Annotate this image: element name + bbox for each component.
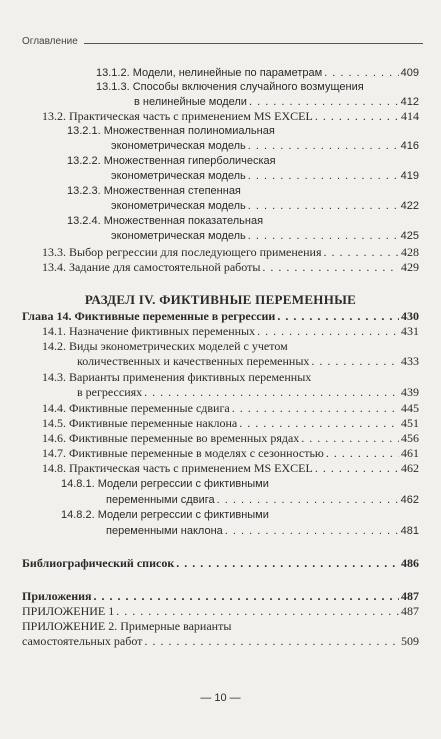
toc-entry-page: 416 — [400, 140, 419, 152]
toc-leader-dots — [144, 634, 399, 648]
toc-chapter-entry — [22, 309, 419, 323]
toc-chapter-entry — [22, 589, 419, 603]
toc-entry-title-cont: эконометрическая модель — [111, 140, 246, 152]
toc-leader-dots — [311, 354, 399, 368]
toc-entry-page: 487 — [401, 589, 419, 603]
toc-entry-title: ПРИЛОЖЕНИЕ 1 — [22, 604, 115, 618]
toc-entry — [42, 260, 419, 274]
toc-entry-title: 14.8. Практическая часть с применением MS EXCEL — [42, 461, 313, 475]
toc-leader-dots — [315, 109, 399, 123]
toc-entry-page: 422 — [400, 200, 419, 212]
toc-entry-page: 429 — [401, 260, 419, 274]
toc-entry-page: 412 — [400, 96, 419, 108]
toc-entry-title-cont: переменными наклона — [106, 525, 223, 537]
header-rule — [84, 43, 423, 44]
toc-entry-title-cont: переменными сдвига — [106, 494, 215, 506]
toc-leader-dots — [116, 604, 399, 618]
toc-entry-page: 486 — [401, 556, 419, 570]
toc-entry-title-cont: в регрессиях — [77, 385, 143, 399]
toc-entry-title: Библиографический список — [22, 556, 175, 570]
section-heading: РАЗДЕЛ IV. ФИКТИВНЫЕ ПЕРЕМЕННЫЕ — [84, 292, 357, 307]
toc-entry — [106, 493, 419, 507]
toc-entry-title: 13.2.3. Множественная степенная — [67, 185, 241, 197]
toc-entry — [42, 461, 419, 475]
toc-entry — [42, 401, 419, 415]
toc-entry-title: 13.2. Практическая часть с применением MS EXCEL — [42, 109, 313, 123]
toc-entry-page: 481 — [400, 525, 419, 537]
toc-entry-title: 14.3. Варианты применения фиктивных переменных — [42, 370, 312, 384]
toc-leader-dots — [324, 245, 400, 259]
toc-leader-dots — [249, 95, 399, 109]
toc-leader-dots — [326, 446, 399, 460]
toc-entry-title-cont: эконометрическая модель — [111, 170, 246, 182]
toc-entry-title: 14.5. Фиктивные переменные наклона — [42, 416, 238, 430]
toc-entry — [111, 139, 419, 153]
toc-entry-page: 414 — [401, 109, 419, 123]
toc-chapter-entry — [22, 556, 419, 570]
toc-entry-page: 428 — [401, 245, 419, 259]
toc-leader-dots — [301, 431, 399, 445]
toc-leader-dots — [176, 556, 399, 570]
toc-leader-dots — [217, 493, 399, 507]
page-number: — 10 — — [200, 692, 241, 704]
toc-entry — [42, 446, 419, 460]
toc-entry — [134, 95, 419, 109]
toc-entry — [111, 229, 419, 243]
toc-entry-title: ПРИЛОЖЕНИЕ 2. Примерные варианты — [22, 619, 232, 633]
toc-leader-dots — [324, 66, 398, 80]
toc-leader-dots — [144, 385, 399, 399]
toc-leader-dots — [239, 416, 399, 430]
toc-leader-dots — [315, 461, 399, 475]
toc-entry-title: 13.2.4. Множественная показательная — [67, 215, 264, 227]
toc-leader-dots — [94, 589, 399, 603]
toc-entry-page: 456 — [401, 431, 419, 445]
toc-entry-title: 14.7. Фиктивные переменные в моделях с сезонностью — [42, 446, 324, 460]
toc-entry-page: 451 — [401, 416, 419, 430]
toc-entry-title: Глава 14. Фиктивные переменные в регрессии — [22, 309, 276, 323]
toc-entry-page: 425 — [400, 230, 419, 242]
toc-entry-page: 439 — [401, 385, 419, 399]
toc-entry — [77, 354, 419, 368]
toc-entry — [106, 524, 419, 538]
toc-entry-title: 14.8.2. Модели регрессии с фиктивными — [61, 509, 269, 521]
toc-entry-title-cont: самостоятельных работ — [22, 634, 143, 648]
toc-entry — [77, 385, 419, 399]
toc-entry-page: 433 — [401, 354, 419, 368]
toc-entry-title: 13.1.2. Модели, нелинейные по параметрам — [96, 67, 323, 79]
toc-leader-dots — [248, 169, 399, 183]
toc-leader-dots — [225, 524, 399, 538]
toc-entry-page: 445 — [401, 401, 419, 415]
toc-entry-title-cont: в нелинейные модели — [134, 96, 247, 108]
toc-entry — [42, 109, 419, 123]
toc-entry — [42, 431, 419, 445]
toc-leader-dots — [232, 401, 399, 415]
toc-entry — [22, 634, 419, 648]
toc-entry-title-cont: эконометрическая модель — [111, 230, 246, 242]
toc-entry-title: 14.8.1. Модели регрессии с фиктивными — [61, 478, 269, 490]
toc-entry-title: 13.3. Выбор регрессии для последующего применения — [42, 245, 322, 259]
toc-entry — [111, 169, 419, 183]
toc-leader-dots — [257, 324, 399, 338]
toc-entry — [42, 324, 419, 338]
toc-entry-title: 13.2.1. Множественная полиномиальная — [67, 125, 275, 137]
toc-entry-title: 14.2. Виды эконометрических моделей с учетом — [42, 339, 288, 353]
header-label: Оглавление — [22, 36, 78, 47]
toc-entry-page: 431 — [401, 324, 419, 338]
toc-entry-title: 13.4. Задание для самостоятельной работы — [42, 260, 261, 274]
toc-leader-dots — [277, 309, 399, 323]
toc-entry — [96, 66, 419, 80]
toc-entry — [42, 245, 419, 259]
toc-leader-dots — [248, 199, 399, 213]
toc-entry-title: Приложения — [22, 589, 92, 603]
toc-entry — [42, 416, 419, 430]
toc-entry-title-cont: эконометрическая модель — [111, 200, 246, 212]
toc-entry-title: 14.6. Фиктивные переменные во временных рядах — [42, 431, 300, 445]
toc-entry-page: 462 — [401, 461, 419, 475]
toc-entry-page: 430 — [401, 309, 419, 323]
toc-leader-dots — [248, 139, 399, 153]
toc-entry-title-cont: количественных и качественных переменных — [77, 354, 310, 368]
toc-entry-page: 461 — [401, 446, 419, 460]
toc-entry-title: 14.4. Фиктивные переменные сдвига — [42, 401, 230, 415]
toc-entry-page: 409 — [400, 67, 419, 79]
toc-entry-title: 14.1. Назначение фиктивных переменных — [42, 324, 256, 338]
toc-entry-title: 13.2.2. Множественная гиперболическая — [67, 155, 276, 167]
toc-leader-dots — [262, 260, 399, 274]
toc-leader-dots — [248, 229, 399, 243]
toc-entry — [111, 199, 419, 213]
toc-entry — [22, 604, 419, 618]
toc-entry-title: 13.1.3. Способы включения случайного возмущения — [96, 81, 364, 93]
toc-entry-page: 487 — [401, 604, 419, 618]
toc-entry-page: 419 — [400, 170, 419, 182]
toc-entry-page: 462 — [400, 494, 419, 506]
toc-entry-page: 509 — [401, 634, 419, 648]
